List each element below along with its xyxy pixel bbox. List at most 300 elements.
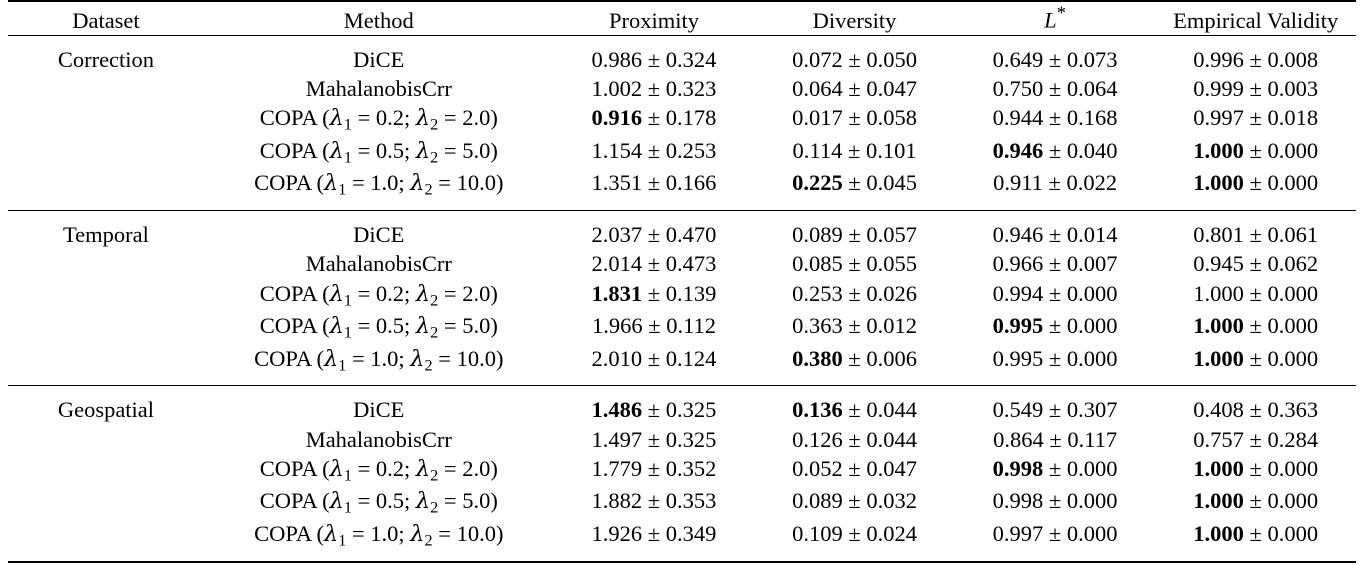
metric-std: 0.003 [1267,76,1319,101]
metric-std: 0.000 [1066,521,1118,546]
metric-mean: 0.997 [992,521,1044,546]
metric-mean: 0.995 [992,345,1044,371]
plus-minus-symbol: ± [842,426,867,452]
cell-proximity [554,211,755,250]
metric-std: 0.073 [1066,46,1118,72]
metric-mean: 0.126 [792,426,843,452]
cell-diversity [754,168,955,210]
metric-std: 0.325 [665,397,717,423]
method-parameters: ($\lambda_1 = 0.2$; $\lambda_2 = 2.0$) [316,280,498,310]
cell-diversity [754,425,955,454]
cell-lstar [955,249,1156,278]
plus-minus-symbol: ± [642,105,666,131]
metric-std: 0.324 [665,46,717,72]
metric-mean: 0.916 [591,105,643,131]
cell-validity [1155,279,1356,312]
metric-mean: 0.801 [1193,222,1244,248]
plus-minus-symbol: ± [1043,222,1067,248]
cell-validity [1155,249,1356,278]
cell-diversity [754,486,955,519]
method-name: COPA [259,313,317,339]
plus-minus-symbol: ± [1243,521,1268,546]
cell-proximity [554,249,755,278]
cell-diversity [754,211,955,250]
metric-std: 0.178 [665,105,717,131]
table-row [8,103,1356,136]
metric-mean: 0.750 [992,76,1044,101]
cell-validity [1155,519,1356,562]
metric-std: 0.124 [665,345,717,371]
cell-validity [1155,136,1356,169]
metric-std: 0.007 [1066,251,1118,277]
method-name: COPA [254,170,311,196]
metric-std: 0.050 [866,46,917,72]
metric-std: 0.064 [1066,76,1118,101]
table-row [8,344,1356,386]
cell-validity [1155,425,1356,454]
metric-mean: 0.225 [792,170,843,196]
metric-std: 0.168 [1066,105,1118,131]
metric-std: 0.058 [866,105,917,131]
plus-minus-symbol: ± [842,46,867,72]
cell-validity [1155,211,1356,250]
cell-diversity [754,249,955,278]
metric-std: 0.008 [1267,46,1319,72]
cell-proximity [554,35,755,74]
plus-minus-symbol: ± [1043,251,1067,277]
cell-method [204,311,554,344]
metric-mean: 0.363 [792,313,843,339]
method-parameters: ($\lambda_1 = 0.5$; $\lambda_2 = 5.0$) [316,137,498,167]
method-parameters: ($\lambda_1 = 1.0$; $\lambda_2 = 10.0$) [310,521,504,550]
cell-dataset: Temporal [62,222,149,248]
plus-minus-symbol: ± [1243,76,1268,101]
plus-minus-symbol: ± [1043,105,1067,131]
table-row [8,35,1356,74]
plus-minus-symbol: ± [842,170,867,196]
cell-diversity [754,386,955,425]
metric-std: 0.057 [866,222,917,248]
plus-minus-symbol: ± [842,251,867,277]
cell-lstar [955,35,1156,74]
metric-mean: 1.831 [591,280,643,306]
metric-mean: 2.010 [591,345,643,371]
results-table [8,0,1356,563]
metric-std: 0.055 [866,251,917,277]
metric-std: 0.000 [1267,521,1319,546]
cell-lstar [955,454,1156,487]
cell-validity [1155,103,1356,136]
cell-diversity [754,311,955,344]
plus-minus-symbol: ± [1243,455,1268,481]
cell-proximity [554,344,755,386]
metric-mean: 0.986 [591,46,643,72]
metric-mean: 0.944 [992,105,1044,131]
metric-mean: 0.064 [792,76,843,101]
cell-lstar [955,103,1156,136]
metric-std: 0.000 [1066,313,1118,339]
metric-std: 0.000 [1066,345,1118,371]
cell-dataset [8,311,204,344]
plus-minus-symbol: ± [642,280,666,306]
plus-minus-symbol: ± [1243,137,1268,163]
cell-dataset [8,344,204,386]
cell-lstar [955,74,1156,103]
metric-mean: 1.486 [591,397,643,423]
metric-mean: 1.497 [591,426,643,452]
plus-minus-symbol: ± [642,137,666,163]
cell-dataset [8,136,204,169]
method-name: DiCE [353,397,405,423]
metric-mean: 0.999 [1193,76,1244,101]
cell-dataset [8,486,204,519]
cell-method [204,103,554,136]
cell-dataset [8,103,204,136]
plus-minus-symbol: ± [642,345,666,371]
cell-proximity [554,279,755,312]
metric-mean: 1.966 [591,313,643,339]
cell-dataset [8,168,204,210]
metric-mean: 0.995 [992,313,1044,339]
column-header-method: Method [343,7,414,33]
metric-std: 0.139 [665,280,717,306]
cell-method [204,519,554,562]
cell-diversity [754,35,955,74]
metric-mean: 1.000 [1193,137,1244,163]
metric-mean: 1.000 [1193,455,1244,481]
cell-dataset: Correction [57,46,155,72]
metric-std: 0.253 [665,137,717,163]
metric-mean: 0.549 [992,397,1044,423]
plus-minus-symbol: ± [842,137,866,163]
metric-mean: 0.408 [1193,397,1244,423]
table-row [8,168,1356,210]
plus-minus-symbol: ± [1043,313,1067,339]
method-parameters: ($\lambda_1 = 1.0$; $\lambda_2 = 10.0$) [310,345,504,375]
table-row [8,136,1356,169]
cell-diversity [754,454,955,487]
plus-minus-symbol: ± [1243,251,1268,277]
method-name: COPA [254,521,311,546]
cell-proximity [554,74,755,103]
metric-mean: 0.017 [792,105,843,131]
cell-lstar [955,425,1156,454]
cell-proximity [554,103,755,136]
metric-mean: 0.997 [1193,105,1244,131]
cell-proximity [554,519,755,562]
cell-dataset: Geospatial [57,397,155,423]
metric-std: 0.000 [1066,455,1118,481]
metric-mean: 0.946 [992,222,1044,248]
metric-std: 0.117 [1067,426,1118,452]
cell-validity [1155,386,1356,425]
plus-minus-symbol: ± [842,105,867,131]
cell-dataset [8,425,204,454]
cell-dataset [8,519,204,562]
method-parameters: ($\lambda_1 = 1.0$; $\lambda_2 = 10.0$) [310,170,504,199]
metric-mean: 0.966 [992,251,1044,277]
cell-proximity [554,168,755,210]
metric-mean: 1.926 [591,521,643,546]
plus-minus-symbol: ± [642,46,666,72]
metric-mean: 0.994 [992,280,1044,306]
metric-std: 0.284 [1267,426,1319,452]
metric-std: 0.363 [1267,397,1319,423]
cell-method [204,168,554,210]
metric-std: 0.101 [865,137,917,163]
plus-minus-symbol: ± [842,313,867,339]
plus-minus-symbol: ± [842,345,867,371]
metric-std: 0.006 [866,345,917,371]
metric-std: 0.352 [665,455,717,481]
metric-std: 0.349 [665,521,717,546]
cell-dataset [8,249,204,278]
cell-validity [1155,74,1356,103]
cell-proximity [554,386,755,425]
plus-minus-symbol: ± [642,251,666,277]
metric-mean: 1.351 [591,170,643,196]
table-row [8,486,1356,519]
cell-lstar [955,486,1156,519]
cell-diversity [754,519,955,562]
metric-mean: 1.000 [1193,488,1244,514]
metric-mean: 0.946 [992,137,1044,163]
metric-std: 0.470 [665,222,717,248]
plus-minus-symbol: ± [642,455,666,481]
plus-minus-symbol: ± [642,521,666,546]
cell-validity [1155,454,1356,487]
table-body [8,35,1356,561]
cell-method [204,74,554,103]
metric-mean: 0.945 [1193,251,1244,277]
cell-method [204,344,554,386]
plus-minus-symbol: ± [642,76,666,101]
cell-validity [1155,35,1356,74]
metric-mean: 1.002 [591,76,643,101]
cell-diversity [754,103,955,136]
cell-lstar [955,211,1156,250]
method-name: DiCE [353,222,405,248]
method-name: COPA [259,280,317,306]
cell-method [204,279,554,312]
cell-proximity [554,311,755,344]
plus-minus-symbol: ± [642,313,667,339]
method-name: COPA [259,105,317,131]
metric-mean: 0.253 [792,280,843,306]
metric-std: 0.061 [1267,222,1319,248]
table-row [8,425,1356,454]
metric-mean: 1.154 [591,137,643,163]
metric-mean: 0.085 [792,251,843,277]
metric-mean: 1.000 [1193,313,1244,339]
plus-minus-symbol: ± [1043,397,1067,423]
metric-std: 0.325 [665,426,717,452]
metric-std: 0.022 [1066,170,1118,196]
column-header-proximity: Proximity [608,7,699,33]
method-parameters: ($\lambda_1 = 0.2$; $\lambda_2 = 2.0$) [316,105,498,134]
metric-mean: 0.649 [992,46,1044,72]
metric-std: 0.024 [866,521,917,546]
metric-mean: 1.000 [1193,170,1244,196]
column-header-lstar: L* [1044,3,1067,33]
plus-minus-symbol: ± [642,488,666,514]
plus-minus-symbol: ± [1043,280,1067,306]
plus-minus-symbol: ± [1243,488,1268,514]
metric-std: 0.000 [1267,488,1319,514]
cell-diversity [754,344,955,386]
metric-mean: 0.757 [1193,426,1244,452]
cell-method [204,249,554,278]
plus-minus-symbol: ± [1243,170,1268,196]
cell-validity [1155,344,1356,386]
metric-mean: 0.864 [993,426,1044,452]
plus-minus-symbol: ± [1243,280,1268,306]
cell-proximity [554,425,755,454]
metric-mean: 0.380 [792,345,843,371]
plus-minus-symbol: ± [1243,397,1268,423]
metric-std: 0.014 [1066,222,1118,248]
metric-std: 0.012 [866,313,917,339]
plus-minus-symbol: ± [1042,170,1067,196]
metric-std: 0.026 [866,280,917,306]
metric-mean: 1.000 [1193,345,1244,371]
table-header [8,1,1356,35]
cell-method [204,35,554,74]
metric-mean: 0.998 [992,488,1044,514]
plus-minus-symbol: ± [842,521,867,546]
cell-diversity [754,279,955,312]
plus-minus-symbol: ± [1043,488,1067,514]
table-row [8,74,1356,103]
metric-mean: 0.109 [792,521,843,546]
cell-method [204,486,554,519]
metric-mean: 0.911 [993,170,1043,196]
metric-std: 0.044 [866,397,917,423]
metric-std: 0.000 [1267,170,1319,196]
metric-std: 0.045 [866,170,917,196]
plus-minus-symbol: ± [642,426,666,452]
method-parameters: ($\lambda_1 = 0.2$; $\lambda_2 = 2.0$) [316,455,498,485]
plus-minus-symbol: ± [1043,521,1067,546]
metric-mean: 2.037 [591,222,643,248]
metric-mean: 0.114 [792,137,843,163]
cell-validity [1155,311,1356,344]
cell-proximity [554,136,755,169]
plus-minus-symbol: ± [1243,313,1268,339]
metric-std: 0.000 [1066,488,1118,514]
column-header-dataset: Dataset [72,7,140,33]
metric-std: 0.473 [665,251,717,277]
plus-minus-symbol: ± [642,170,666,196]
cell-lstar [955,279,1156,312]
table-row [8,454,1356,487]
plus-minus-symbol: ± [842,222,867,248]
method-name: MahalanobisCrr [305,426,452,452]
metric-std: 0.047 [866,76,917,101]
cell-method [204,425,554,454]
metric-mean: 0.052 [792,455,843,481]
plus-minus-symbol: ± [842,488,867,514]
metric-std: 0.000 [1267,280,1319,306]
plus-minus-symbol: ± [1043,426,1068,452]
cell-method [204,454,554,487]
plus-minus-symbol: ± [842,397,867,423]
cell-method [204,136,554,169]
metric-std: 0.047 [866,455,917,481]
table-row [8,279,1356,312]
plus-minus-symbol: ± [1243,105,1268,131]
metric-std: 0.112 [666,313,716,339]
plus-minus-symbol: ± [1243,345,1268,371]
metric-mean: 1.779 [591,455,643,481]
metric-std: 0.000 [1267,137,1319,163]
metric-mean: 0.996 [1193,46,1244,72]
plus-minus-symbol: ± [1043,455,1067,481]
table-row [8,211,1356,250]
cell-method [204,386,554,425]
table-row [8,249,1356,278]
cell-proximity [554,454,755,487]
column-header-diversity: Diversity [812,7,897,33]
plus-minus-symbol: ± [1043,345,1067,371]
method-name: COPA [259,488,317,514]
metric-mean: 0.072 [792,46,843,72]
cell-validity [1155,168,1356,210]
cell-lstar [955,136,1156,169]
metric-std: 0.307 [1066,397,1118,423]
metric-mean: 2.014 [591,251,643,277]
method-parameters: ($\lambda_1 = 0.5$; $\lambda_2 = 5.0$) [316,313,498,342]
metric-std: 0.166 [665,170,717,196]
cell-method [204,211,554,250]
metric-std: 0.062 [1267,251,1319,277]
plus-minus-symbol: ± [842,76,867,101]
metric-std: 0.000 [1267,455,1319,481]
method-name: COPA [259,455,317,481]
plus-minus-symbol: ± [842,455,867,481]
plus-minus-symbol: ± [1243,222,1268,248]
header-row [8,1,1356,35]
metric-mean: 1.000 [1193,521,1244,546]
cell-lstar [955,519,1156,562]
cell-validity [1155,486,1356,519]
plus-minus-symbol: ± [1043,137,1067,163]
metric-std: 0.044 [866,426,917,452]
plus-minus-symbol: ± [1243,426,1268,452]
cell-dataset [8,279,204,312]
method-name: DiCE [353,46,405,72]
cell-lstar [955,311,1156,344]
method-name: COPA [254,345,311,371]
metric-std: 0.000 [1267,345,1319,371]
plus-minus-symbol: ± [1243,46,1268,72]
cell-dataset [8,74,204,103]
cell-diversity [754,74,955,103]
metric-std: 0.323 [665,76,717,101]
method-name: COPA [259,137,317,163]
method-name: MahalanobisCrr [305,76,452,101]
plus-minus-symbol: ± [1043,46,1067,72]
metric-std: 0.018 [1267,105,1319,131]
metric-std: 0.032 [866,488,917,514]
cell-dataset [8,454,204,487]
cell-lstar [955,168,1156,210]
column-header-empirical-validity: Empirical Validity [1173,7,1339,33]
metric-mean: 0.998 [992,455,1044,481]
metric-mean: 1.882 [591,488,643,514]
plus-minus-symbol: ± [642,222,666,248]
table-row [8,311,1356,344]
